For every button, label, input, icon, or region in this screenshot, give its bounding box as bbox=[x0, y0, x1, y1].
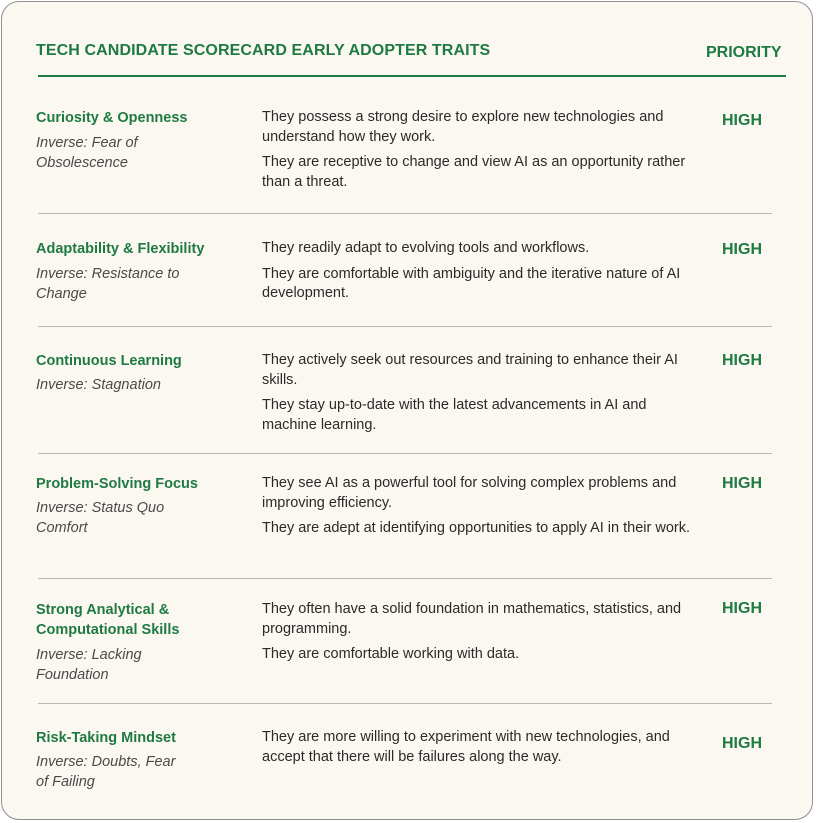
description-line: They readily adapt to evolving tools and workflows. bbox=[262, 240, 590, 256]
trait-inverse: Inverse: Doubts, Fear of Failing bbox=[36, 754, 176, 790]
trait-name: Problem-Solving Focus bbox=[36, 476, 198, 492]
description-line: They possess a strong desire to explore new technologies and understand how they work. bbox=[262, 109, 664, 145]
trait-description bbox=[262, 239, 692, 310]
description-line: They are receptive to change and view AI as an opportunity rather than a threat. bbox=[262, 154, 686, 190]
trait-name: Continuous Learning bbox=[36, 353, 182, 369]
row-divider bbox=[38, 703, 772, 704]
priority-column-header: PRIORITY bbox=[706, 44, 782, 61]
priority-badge: HIGH bbox=[722, 735, 762, 752]
trait-inverse: Inverse: Status Quo Comfort bbox=[36, 500, 165, 536]
trait-description bbox=[262, 351, 692, 441]
trait-inverse: Inverse: Resistance to Change bbox=[36, 266, 180, 302]
priority-badge: HIGH bbox=[722, 600, 762, 617]
trait-inverse: Inverse: Stagnation bbox=[36, 377, 161, 393]
description-line: They are adept at identifying opportunities to apply AI in their work. bbox=[262, 520, 690, 536]
row-divider bbox=[38, 326, 772, 327]
trait-name: Risk-Taking Mindset bbox=[36, 730, 176, 746]
priority-badge: HIGH bbox=[722, 475, 762, 492]
row-divider bbox=[38, 578, 772, 579]
trait-name: Strong Analytical & Computational Skills bbox=[36, 602, 180, 638]
trait-description bbox=[262, 728, 687, 773]
description-line: They stay up-to-date with the latest advancements in AI and machine learning. bbox=[262, 397, 647, 433]
trait-inverse: Inverse: Lacking Foundation bbox=[36, 647, 142, 683]
trait-description bbox=[262, 108, 692, 198]
description-line: They are more willing to experiment with new technologies, and accept that there will be failures along the way. bbox=[262, 729, 670, 765]
priority-badge: HIGH bbox=[722, 112, 762, 129]
priority-badge: HIGH bbox=[722, 241, 762, 258]
row-divider bbox=[38, 213, 772, 214]
trait-name: Curiosity & Openness bbox=[36, 110, 188, 126]
trait-name: Adaptability & Flexibility bbox=[36, 241, 205, 257]
description-line: They are comfortable working with data. bbox=[262, 646, 520, 662]
description-line: They see AI as a powerful tool for solving complex problems and improving efficiency. bbox=[262, 475, 677, 511]
description-line: They are comfortable with ambiguity and the iterative nature of AI development. bbox=[262, 265, 681, 301]
description-line: They often have a solid foundation in mathematics, statistics, and programming. bbox=[262, 601, 682, 637]
scorecard-card bbox=[1, 1, 813, 820]
trait-description bbox=[262, 474, 692, 545]
trait-description bbox=[262, 600, 692, 671]
scorecard-title: TECH CANDIDATE SCORECARD EARLY ADOPTER TRAITS bbox=[36, 42, 491, 59]
priority-badge: HIGH bbox=[722, 352, 762, 369]
trait-inverse: Inverse: Fear of Obsolescence bbox=[36, 135, 138, 171]
row-divider bbox=[38, 453, 772, 454]
description-line: They actively seek out resources and training to enhance their AI skills. bbox=[262, 352, 678, 388]
header-divider bbox=[38, 75, 786, 77]
